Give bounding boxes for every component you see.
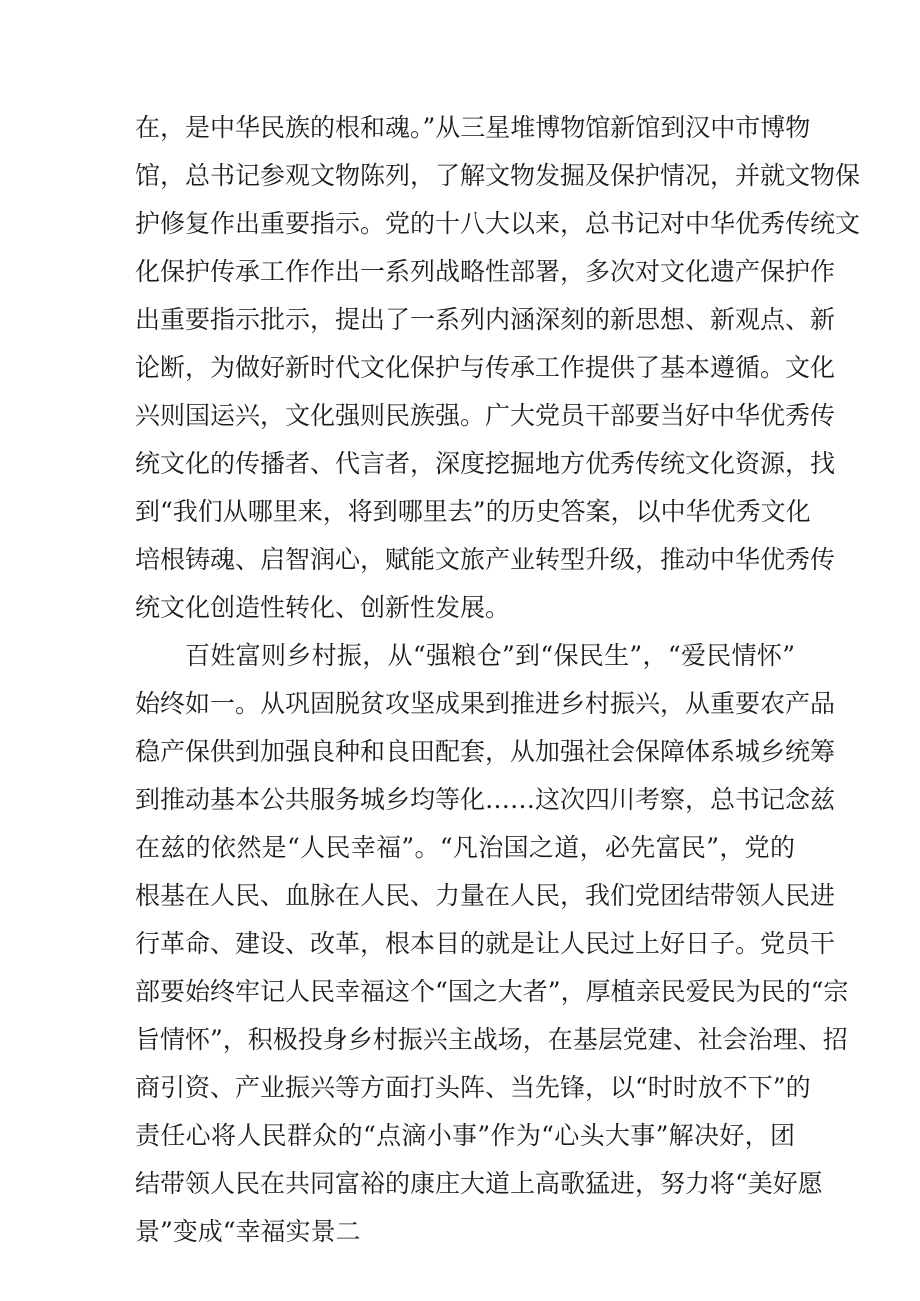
- text-line: 结带领人民在共同富裕的康庄大道上高歌猛进，努力将“美好愿: [135, 1169, 823, 1198]
- text-line: 根基在人民、血脉在人民、力量在人民，我们党团结带领人民进: [135, 881, 836, 910]
- text-line: 统文化的传播者、代言者，深度挖掘地方优秀传统文化资源，找: [135, 449, 836, 478]
- document-body: [135, 104, 861, 1256]
- text-line: 在兹的依然是“人民幸福”。“凡治国之道，必先富民”，党的: [135, 833, 795, 862]
- text-line: 部要始终牢记人民幸福这个“国之大者”，厚植亲民爱民为民的“宗: [135, 977, 849, 1006]
- text-line: 百姓富则乡村振，从“强粮仓”到“保民生”，“爱民情怀”: [185, 641, 795, 670]
- text-line: 旨情怀”，积极投身乡村振兴主战场，在基层党建、社会治理、招: [135, 1025, 848, 1054]
- text-line: 稳产保供到加强良种和良田配套，从加强社会保障体系城乡统筹: [135, 737, 836, 766]
- text-line: 到推动基本公共服务城乡均等化……这次四川考察，总书记念兹: [135, 785, 836, 814]
- text-line: 统文化创造性转化、创新性发展。: [135, 593, 511, 622]
- text-line: 培根铸魂、启智润心，赋能文旅产业转型升级，推动中华优秀传: [135, 545, 836, 574]
- paragraph-2: [135, 632, 849, 1256]
- text-line: 出重要指示批示，提出了一系列内涵深刻的新思想、新观点、新: [135, 305, 836, 334]
- text-line: 化保护传承工作作出一系列战略性部署，多次对文化遗产保护作: [135, 257, 836, 286]
- text-line: 始终如一。从巩固脱贫攻坚成果到推进乡村振兴，从重要农产品: [135, 689, 836, 718]
- text-line: 景”变成“幸福实景二: [135, 1217, 361, 1246]
- paragraph-1: [135, 104, 861, 632]
- text-line: 到“我们从哪里来，将到哪里去”的历史答案，以中华优秀文化: [135, 497, 811, 526]
- text-line: 行革命、建设、改革，根本目的就是让人民过上好日子。党员干: [135, 929, 836, 958]
- text-line: 责任心将人民群众的“点滴小事”作为“心头大事”解决好，团: [135, 1121, 795, 1150]
- text-line: 兴则国运兴，文化强则民族强。广大党员干部要当好中华优秀传: [135, 401, 836, 430]
- text-line: 论断，为做好新时代文化保护与传承工作提供了基本遵循。文化: [135, 353, 836, 382]
- text-line: 在，是中华民族的根和魂。”从三星堆博物馆新馆到汉中市博物: [135, 113, 811, 142]
- text-line: 馆，总书记参观文物陈列，了解文物发掘及保护情况，并就文物保: [135, 161, 861, 190]
- text-line: 商引资、产业振兴等方面打头阵、当先锋，以“时时放不下”的: [135, 1073, 811, 1102]
- text-line: 护修复作出重要指示。党的十八大以来，总书记对中华优秀传统文: [135, 209, 861, 238]
